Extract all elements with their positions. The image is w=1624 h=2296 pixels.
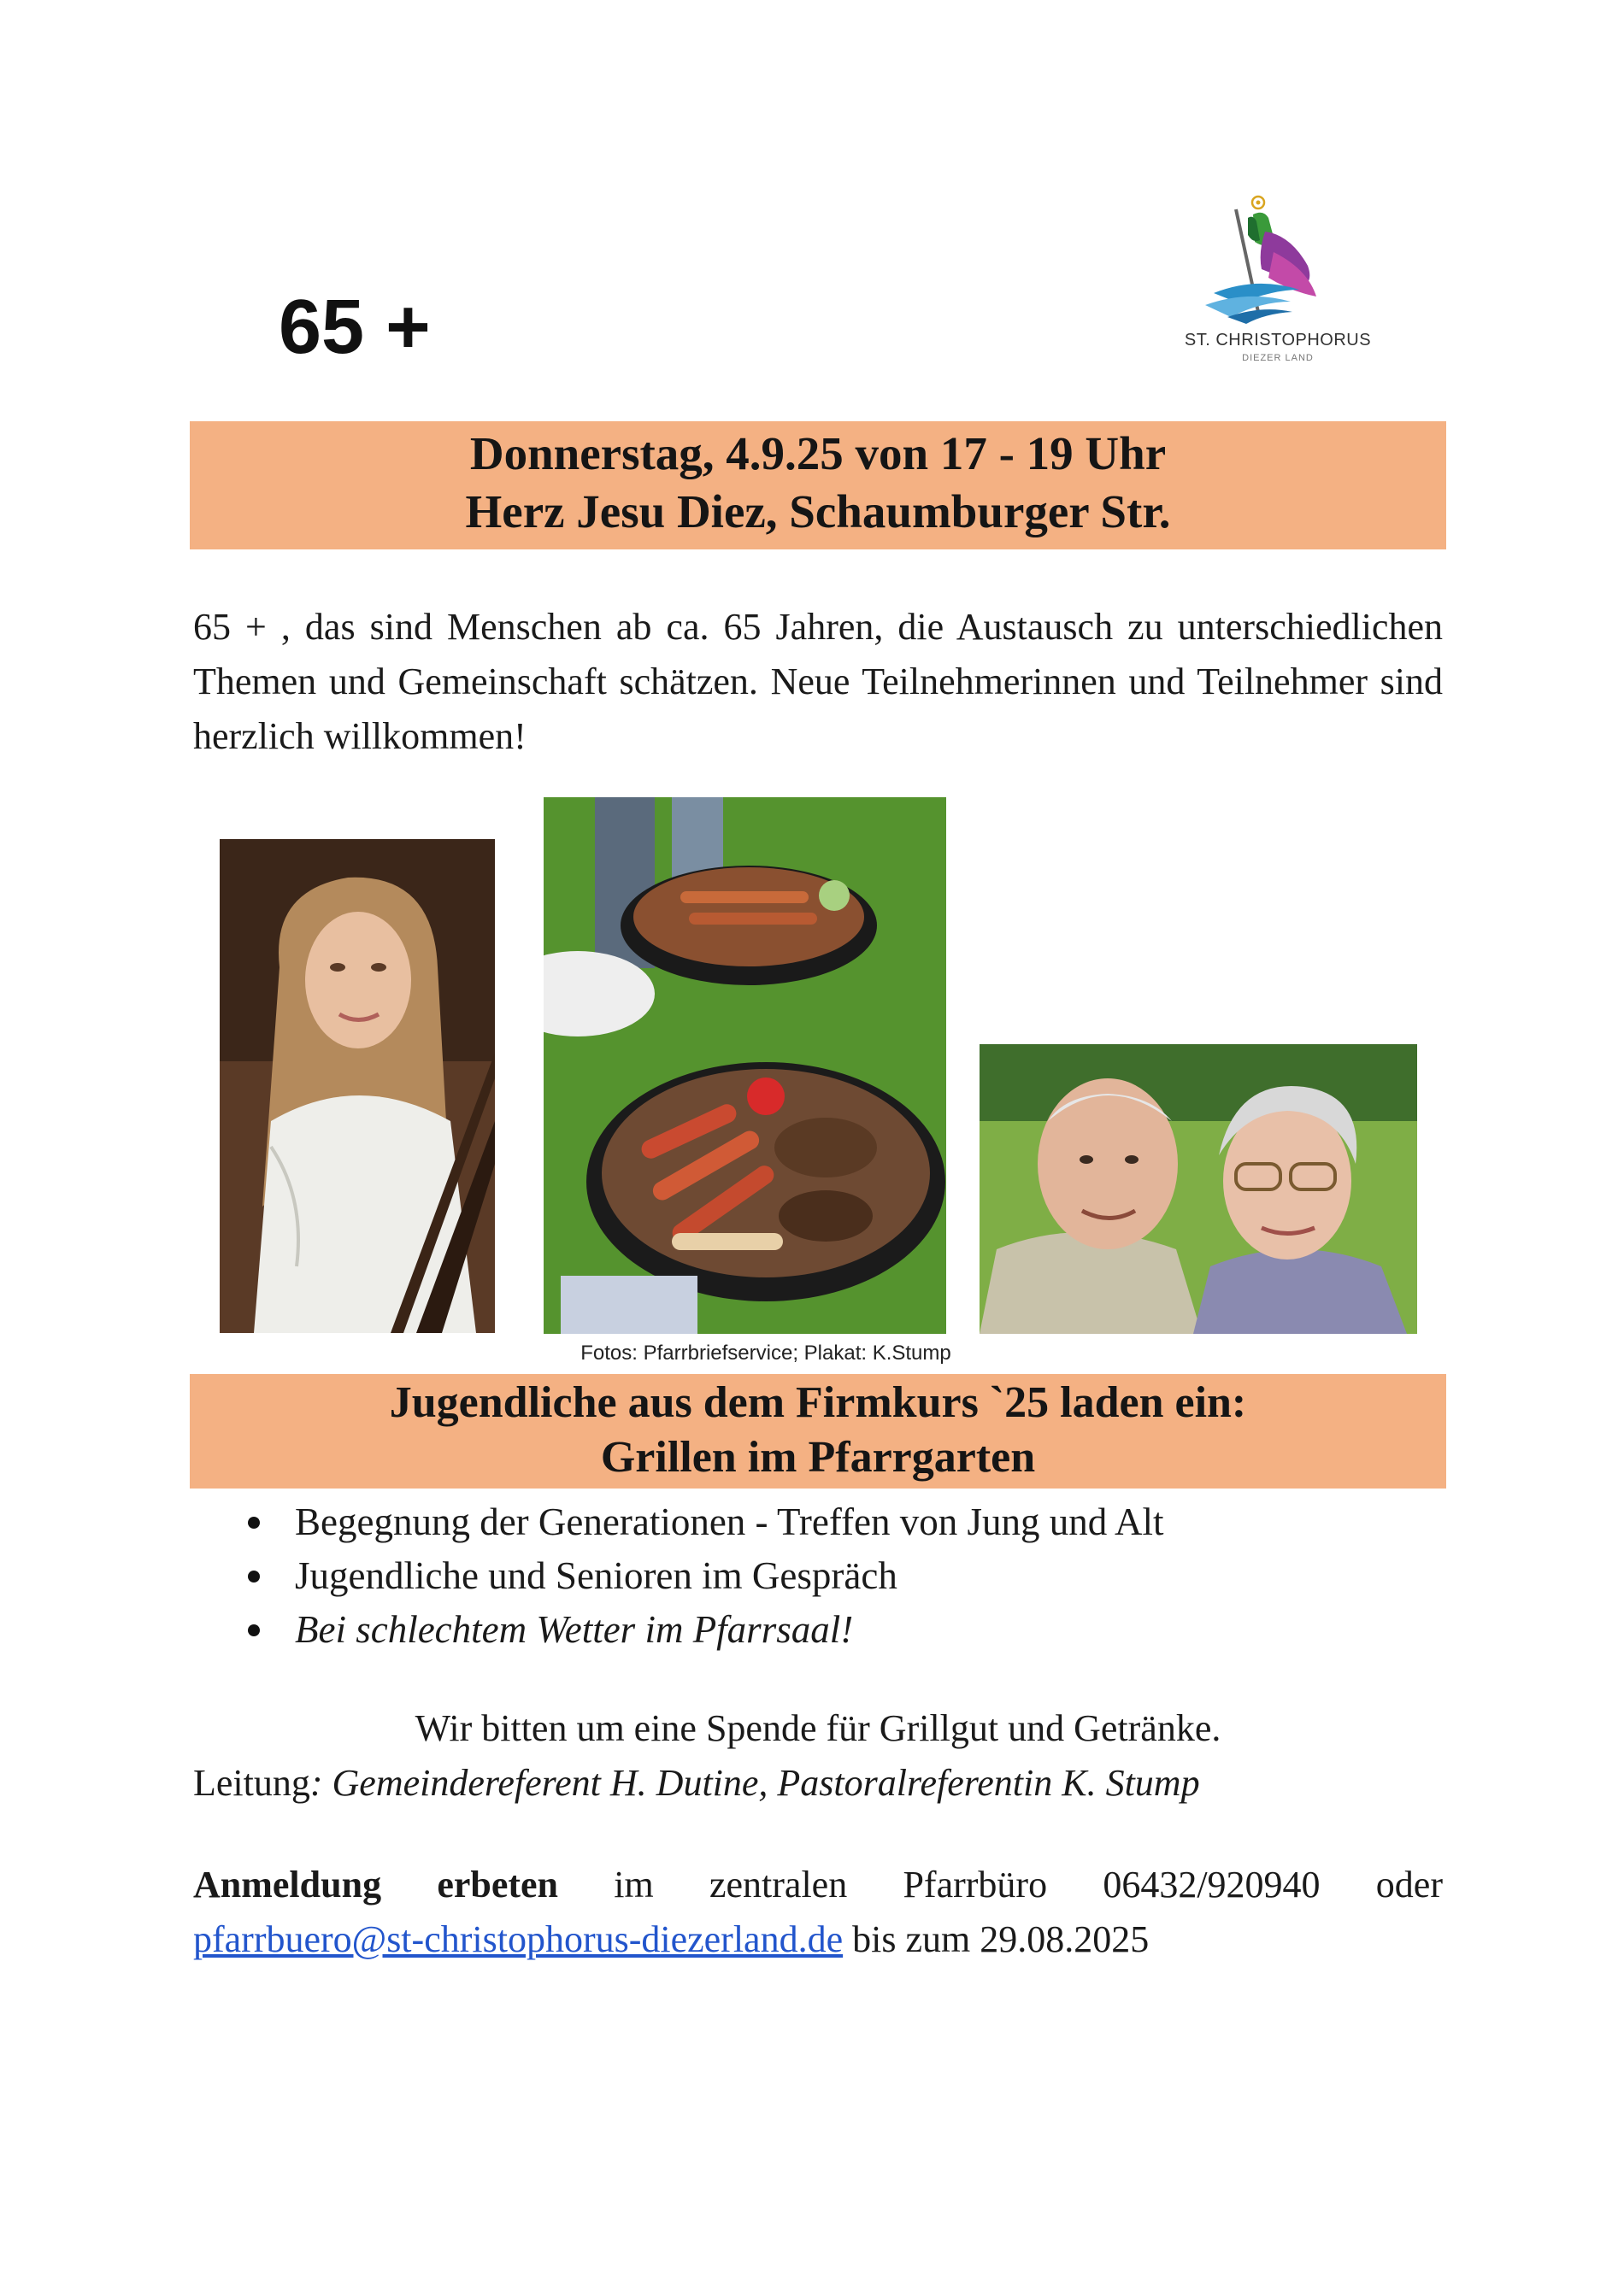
signup-text: im zentralen Pfarrbüro 06432/920940 oder: [558, 1864, 1443, 1906]
bullet-list: [197, 1495, 1164, 1657]
bullet-icon: [248, 1624, 260, 1636]
leadership-line: [193, 1757, 1561, 1810]
intro-paragraph: 65 + , das sind Menschen ab ca. 65 Jahren, die Austausch zu unterschiedlichen Themen und Gemeinschaft schätzen. Neue Teilnehmerinnen und Teilnehmer sind herzlich willkommen!: [193, 606, 1443, 757]
bullet-icon: [248, 1571, 260, 1583]
list-item: Begegnung der Generationen - Treffen von Jung und Alt: [197, 1495, 1164, 1549]
event-banner: [190, 421, 1446, 549]
christophorus-logo-icon: [1180, 184, 1376, 329]
event-location: Herz Jesu Diez, Schaumburger Str.: [465, 485, 1171, 537]
event-date-time: Donnerstag, 4.9.25 von 17 - 19 Uhr: [469, 427, 1167, 479]
photo-barbecue: [544, 797, 946, 1334]
email-link[interactable]: pfarrbuero@st-christophorus-diezerland.de: [193, 1918, 844, 1960]
signup-deadline: bis zum 29.08.2025: [843, 1918, 1150, 1960]
invitation-headline: Jugendliche aus dem Firmkurs `25 laden ein:: [389, 1378, 1247, 1427]
photo-senior-couple: [980, 1044, 1417, 1334]
invitation-subheadline: Grillen im Pfarrgarten: [600, 1433, 1036, 1482]
photo-young-woman: [220, 839, 495, 1333]
parish-logo: [1180, 184, 1376, 372]
photo-credit: Fotos: Pfarrbriefservice; Plakat: K.Stump: [580, 1342, 951, 1365]
donation-note: Wir bitten um eine Spende für Grillgut und Getränke.: [415, 1707, 1221, 1749]
logo-name: ST. CHRISTOPHORUS: [1184, 331, 1372, 349]
list-item: Bei schlechtem Wetter im Pfarrsaal!: [197, 1603, 1164, 1657]
signup-label: Anmeldung erbeten: [193, 1864, 559, 1906]
leadership-names: : Gemeindereferent H. Dutine, Pastoralreferentin K. Stump: [309, 1762, 1200, 1804]
bullet-icon: [248, 1517, 260, 1529]
list-item: Jugendliche und Senioren im Gespräch: [197, 1549, 1164, 1603]
signup-info: [193, 1858, 1443, 1967]
page-title: 65 +: [279, 285, 431, 370]
logo-subtitle: DIEZER LAND: [1242, 353, 1314, 363]
invitation-banner: [190, 1374, 1446, 1489]
leadership-label: Leitung: [193, 1762, 310, 1804]
